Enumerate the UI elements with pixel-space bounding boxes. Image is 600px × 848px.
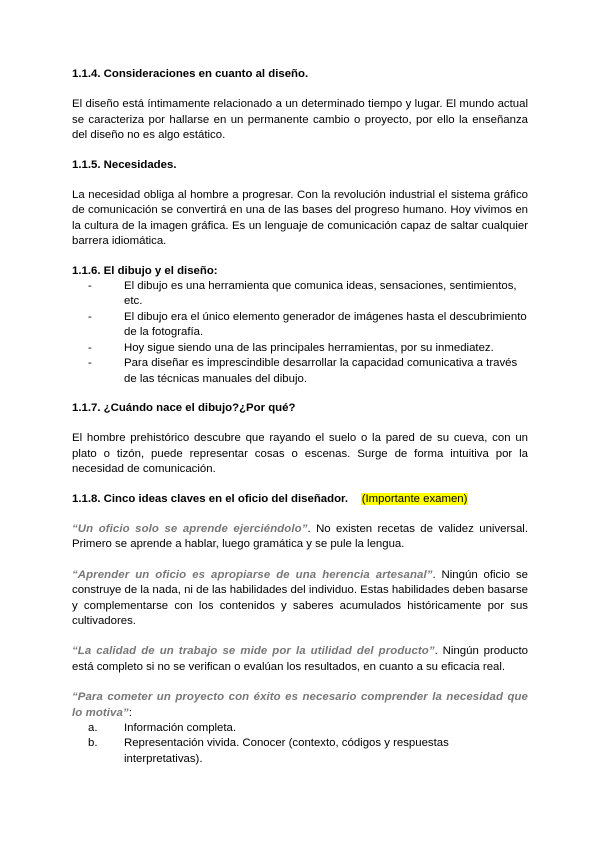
list-item: - El dibujo era el único elemento generador de imágenes hasta el descubrimiento de la fotografía. — [88, 310, 528, 341]
section-heading-1-1-5: 1.1.5. Necesidades. — [72, 158, 177, 171]
idea-quote: “Para cometer un proyecto con éxito es necesario comprender la necesidad que lo motiva” — [72, 691, 528, 719]
idea-text: . No existen recetas de validez universal. Primero se aprende a hablar, luego gramática y se pule la lengua. — [72, 522, 528, 551]
section-body-1-1-7: El hombre prehistórico descubre que rayando el suelo o la pared de su cueva, con un plato o tizón, puede representar cosas o escenas. Surge de forma intuitiva por la necesidad de comunicación. — [72, 432, 528, 476]
idea-quote: “Aprender un oficio es apropiarse de una herencia artesanal” — [72, 568, 433, 581]
idea-text: . Ningún producto está completo si no se verifican o evalúan los resultados, en cuanto a su eficacia real. — [72, 645, 528, 673]
idea-paragraph-3 — [72, 644, 528, 675]
list-item-text: Información completa. — [124, 722, 237, 734]
idea-quote: “La calidad de un trabajo se mide por la utilidad del producto” — [72, 645, 435, 658]
section-heading-1-1-4: 1.1.4. Consideraciones en cuanto al diseño. — [72, 68, 309, 80]
dibujo-list — [72, 279, 528, 387]
list-item: - El dibujo es una herramienta que comunica ideas, sensaciones, sentimientos, etc. — [88, 279, 528, 310]
requirements-list — [72, 721, 528, 767]
list-item: - Hoy sigue siendo una de las principales herramientas, por su inmediatez. — [88, 341, 528, 356]
list-item — [88, 721, 528, 736]
idea-paragraph-4 — [72, 690, 528, 721]
idea-paragraph-1 — [72, 522, 528, 553]
list-marker: b. — [88, 737, 98, 750]
section-body-1-1-4: El diseño está íntimamente relacionado a un determinado tiempo y lugar. El mundo actual se caracteriza por hallarse en un permanente cambio o proyecto, por ello la enseñanza del diseño no es algo estático. — [72, 98, 528, 142]
section-body-1-1-5: La necesidad obliga al hombre a progresar. Con la revolución industrial el sistema gráfico de comunicación se convertirá en una de las bases del progreso humano. Hoy vivimos en la cultura de la imagen gráfica. Es un lenguaje de comunicación capaz de saltar cualquier barrera idiomática. — [72, 189, 528, 248]
list-marker: a. — [88, 722, 98, 734]
section-heading-1-1-8 — [72, 492, 528, 507]
section-heading-1-1-7: 1.1.7. ¿Cuándo nace el dibujo?¿Por qué? — [72, 401, 296, 414]
list-item-text: Representación vivida. Conocer (contexto, códigos y respuestas interpretativas). — [124, 737, 449, 765]
list-item: - Para diseñar es imprescindible desarrollar la capacidad comunicativa a través de las técnicas manuales del dibujo. — [88, 356, 528, 387]
section-heading-1-1-6: 1.1.6. El dibujo y el diseño: — [72, 264, 218, 277]
section-title-1-1-8: 1.1.8. Cinco ideas claves en el oficio del diseñador. — [72, 492, 349, 505]
idea-text: . Ningún oficio se construye de la nada, ni de las habilidades del individuo. Estas habilidades deben basarse y complementarse con los contenidos y saberes acumulados históricamente por sus cultivadores. — [72, 568, 528, 627]
idea-quote: “Un oficio solo se aprende ejerciéndolo” — [72, 522, 308, 535]
idea-text: : — [128, 706, 132, 719]
idea-paragraph-2 — [72, 568, 528, 630]
list-item — [88, 736, 528, 767]
highlight-badge: (Importante examen) — [361, 492, 468, 505]
